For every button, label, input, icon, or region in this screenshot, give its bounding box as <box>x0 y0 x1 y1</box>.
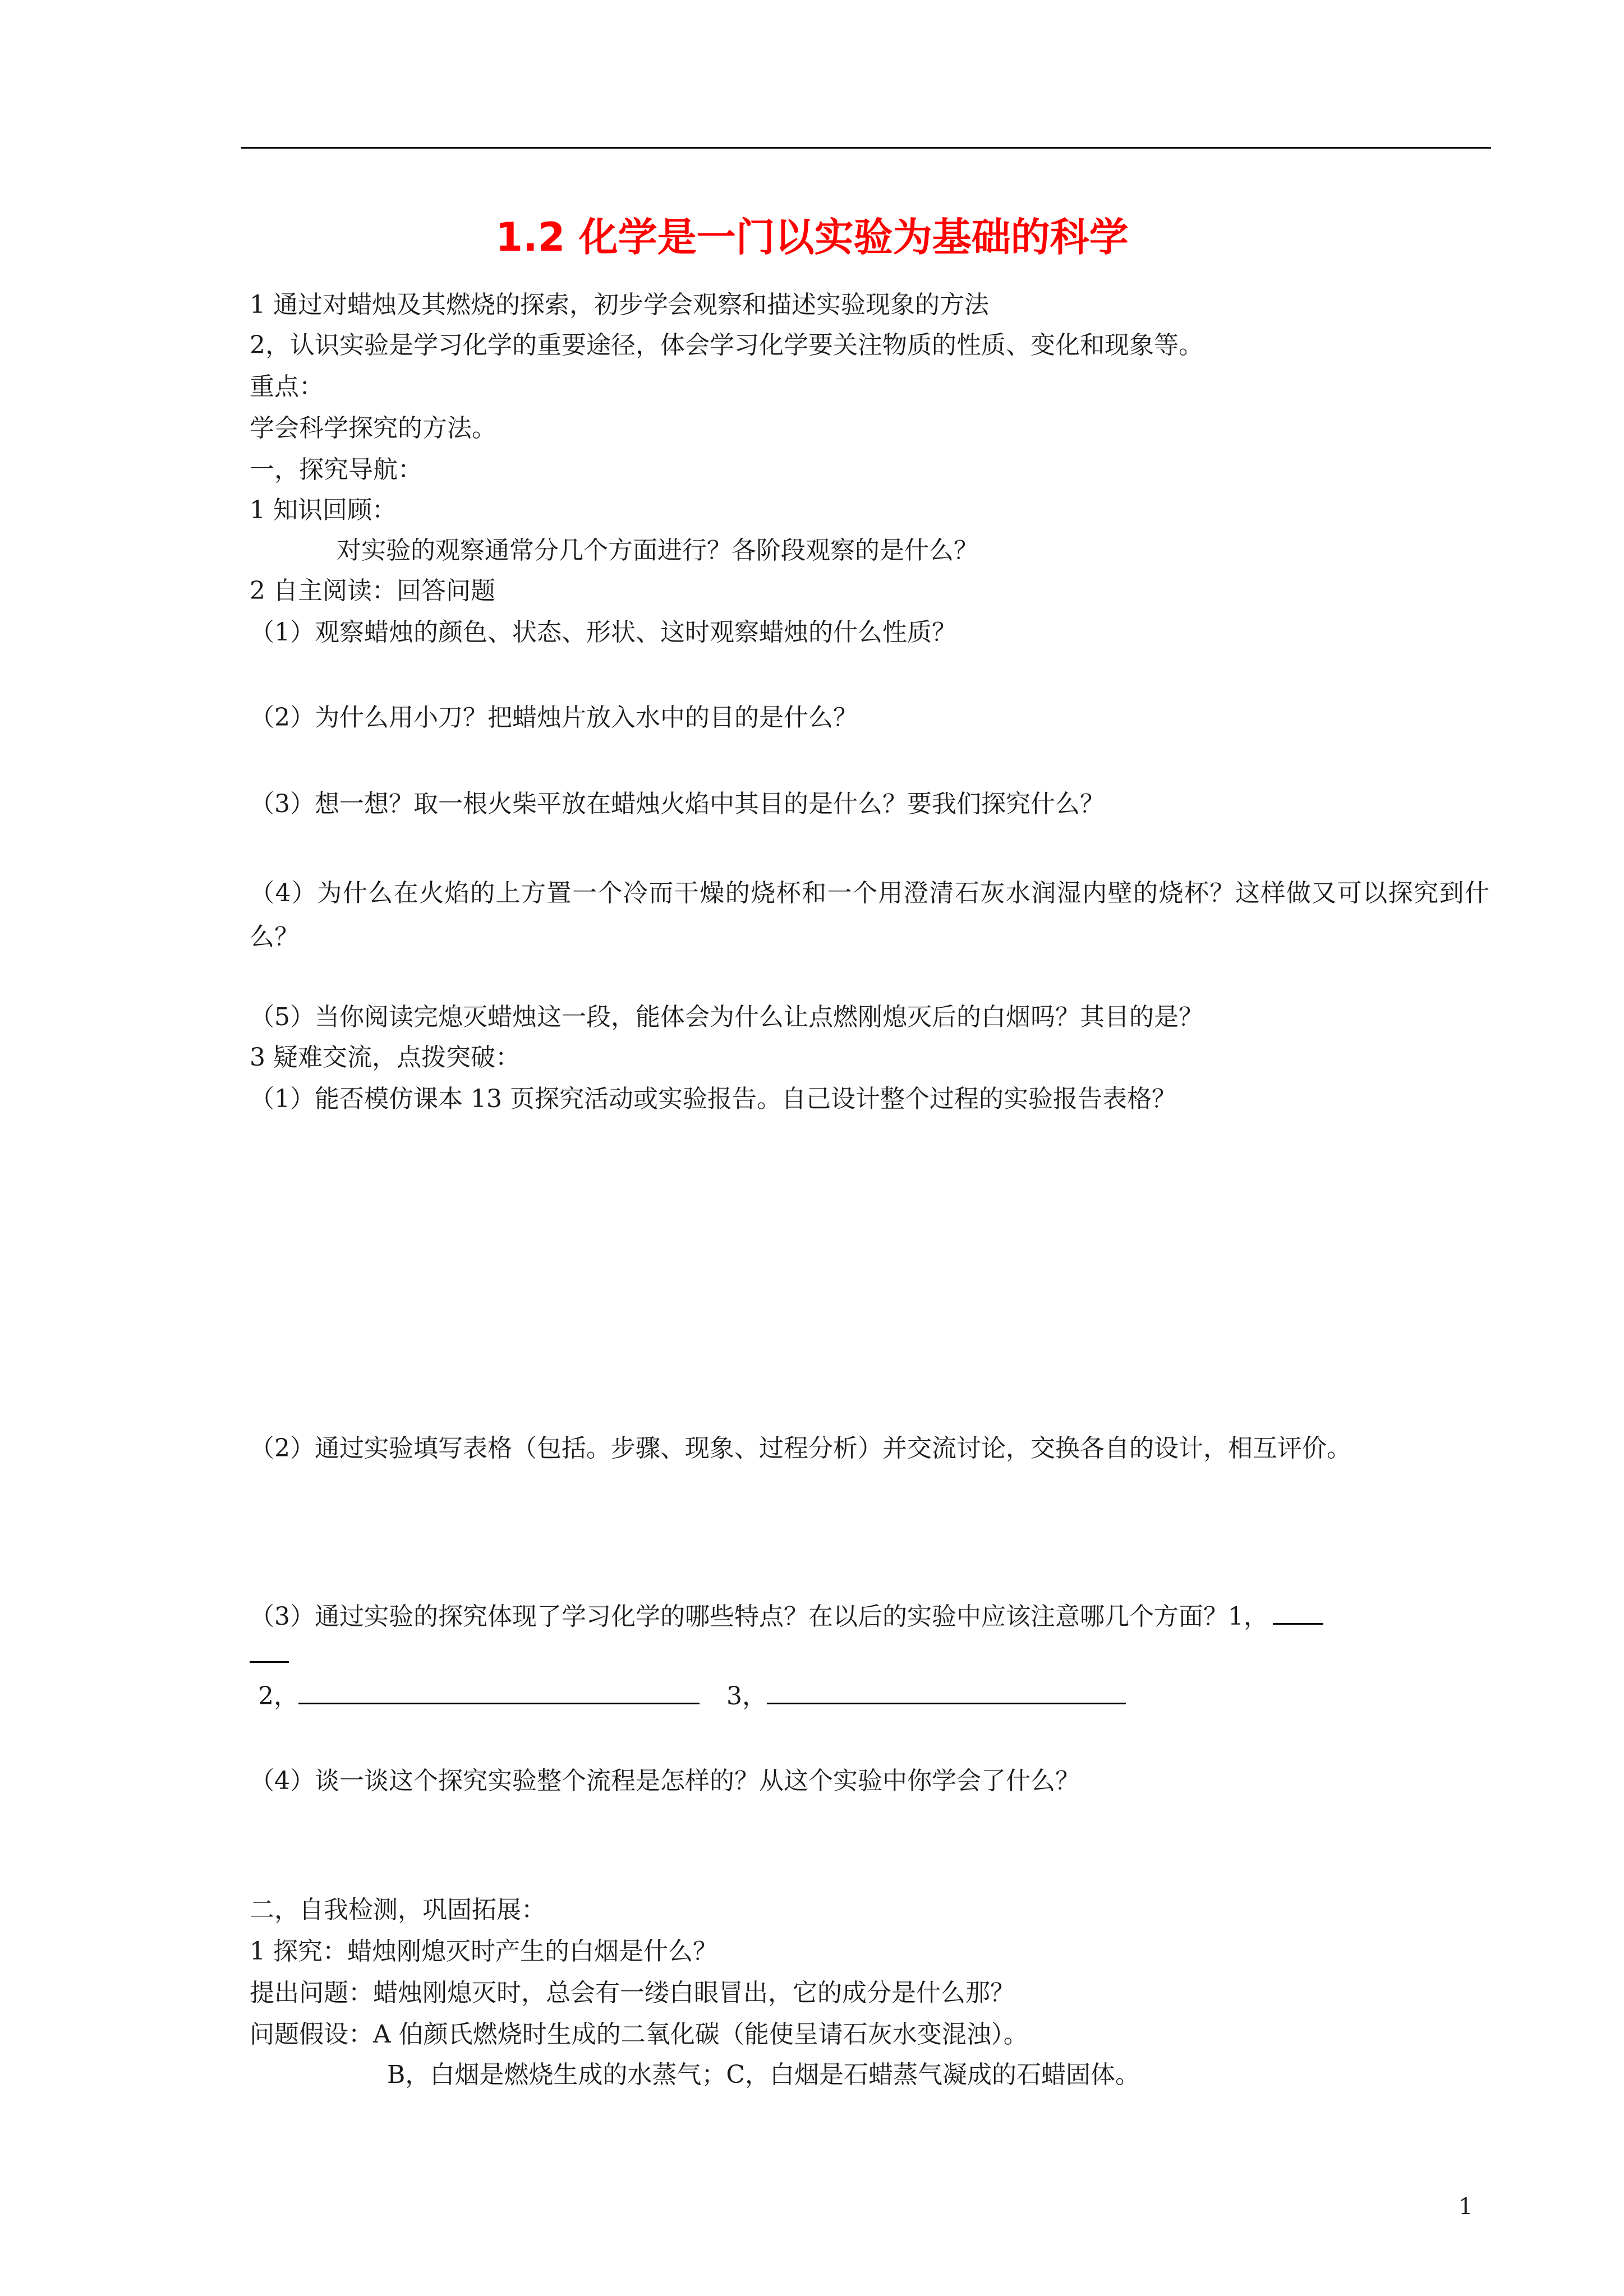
blank-3-label: 3， <box>726 1682 767 1711</box>
objective-2: 2，认识实验是学习化学的重要途径，体会学习化学要关注物质的性质、变化和现象等。 <box>250 331 1203 359</box>
objective-1: 1 通过对蜡烛及其燃烧的探索，初步学会观察和描述实验现象的方法 <box>250 291 989 319</box>
hypothesis-a: 问题假设：A 伯颜氏燃烧时生成的二氧化碳（能使呈请石灰水变混浊）。 <box>250 2020 1028 2049</box>
answer-blank-2[interactable] <box>298 1678 700 1704</box>
exchange-question-4: （4）谈一谈这个探究实验整个流程是怎样的？从这个实验中你学会了什么？ <box>250 1767 1080 1795</box>
exchange-question-3 <box>250 1598 1323 1634</box>
review-question: 对实验的观察通常分几个方面进行？各阶段观察的是什么？ <box>337 536 978 565</box>
blank-2-label: 2， <box>258 1682 298 1711</box>
reading-heading: 2 自主阅读：回答问题 <box>250 577 495 605</box>
review-heading: 1 知识回顾： <box>250 496 397 524</box>
reading-question-4: （4）为什么在火焰的上方置一个冷而干燥的烧杯和一个用澄清石灰水润湿内壁的烧杯？这样做又可以探究到什么？ <box>250 879 1489 951</box>
section2-item-1: 1 探究：蜡烛刚熄灭时产生的白烟是什么？ <box>250 1937 717 1966</box>
header-rule <box>241 147 1491 149</box>
answer-row-2-3 <box>258 1678 1126 1713</box>
page-title: 1.2 化学是一门以实验为基础的科学 <box>495 214 1129 260</box>
exchange-question-1: （1）能否模仿课本 13 页探究活动或实验报告。自己设计整个过程的实验报告表格？ <box>250 1085 1176 1113</box>
section2-question: 提出问题：蜡烛刚熄灭时，总会有一缕白眼冒出，它的成分是什么那？ <box>250 1979 1015 2007</box>
reading-question-5: （5）当你阅读完熄灭蜡烛这一段，能体会为什么让点燃刚熄灭后的白烟吗？其目的是？ <box>250 1003 1203 1031</box>
hypothesis-bc: B，白烟是燃烧生成的水蒸气；C，白烟是石蜡蒸气凝成的石蜡固体。 <box>387 2060 1140 2089</box>
reading-question-1: （1）观察蜡烛的颜色、状态、形状、这时观察蜡烛的什么性质？ <box>250 618 956 647</box>
exchange-heading: 3 疑难交流，点拨突破： <box>250 1043 520 1072</box>
section2-heading: 二，自我检测，巩固拓展： <box>250 1896 546 1924</box>
key-point-label: 重点： <box>250 372 324 401</box>
page-number: 1 <box>1459 2194 1473 2220</box>
answer-blank-1-continued[interactable] <box>250 1636 289 1663</box>
section1-heading: 一，探究导航： <box>250 455 422 484</box>
answer-blank-3[interactable] <box>767 1678 1126 1704</box>
reading-question-3: （3）想一想？取一根火柴平放在蜡烛火焰中其目的是什么？要我们探究什么？ <box>250 790 1105 818</box>
answer-blank-1[interactable] <box>1273 1598 1323 1625</box>
exchange-question-3-text: （3）通过实验的探究体现了学习化学的哪些特点？在以后的实验中应该注意哪几个方面？1， <box>250 1602 1268 1631</box>
exchange-question-2: （2）通过实验填写表格（包括。步骤、现象、过程分析）并交流讨论，交换各自的设计，相互评价。 <box>250 1434 1351 1463</box>
key-point: 学会科学探究的方法。 <box>250 414 496 442</box>
reading-question-2: （2）为什么用小刀？把蜡烛片放入水中的目的是什么？ <box>250 703 858 732</box>
